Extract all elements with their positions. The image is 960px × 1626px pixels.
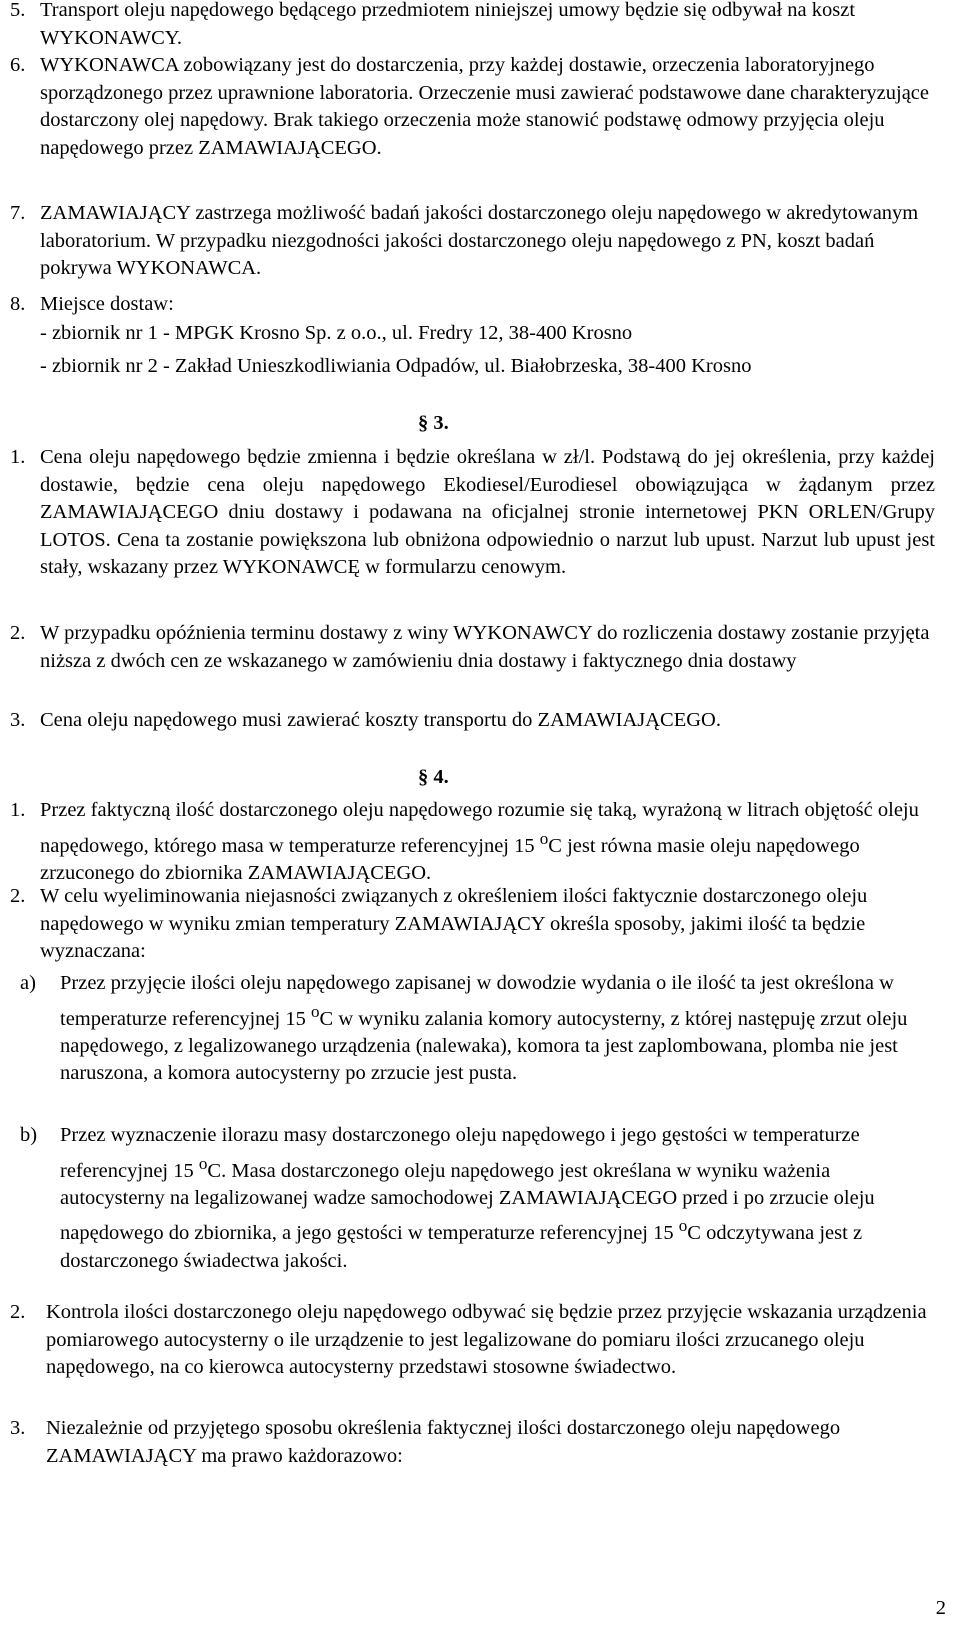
item-number: 5. <box>10 0 26 21</box>
item-text: Kontrola ilości dostarczonego oleju napędowego odbywać się będzie przez przyjęcie wskazania urządzenia pomiarowego autocysterny o ile urządzenie to jest legalizowane do pomiaru ilości zrzucanego oleju napędowego, na co kierowca autocysterny przedstawi stosowne świadectwo. <box>46 1301 927 1378</box>
list-item <box>10 444 935 582</box>
delivery-place: - zbiornik nr 1 - MPGK Krosno Sp. z o.o., ul. Fredry 12, 38-400 Krosno <box>40 322 633 344</box>
item-number: 2. <box>10 1301 26 1323</box>
sub-item-label: a) <box>20 972 36 994</box>
list-item <box>10 797 935 887</box>
delivery-place: - zbiornik nr 2 - Zakład Unieszkodliwiania Odpadów, ul. Białobrzeska, 38-400 Krosno <box>40 355 752 377</box>
item-text: WYKONAWCA zobowiązany jest do dostarczenia, przy każdej dostawie, orzeczenia laboratoryjnego sporządzonego przez uprawnione laboratoria. Orzeczenie musi zawierać podstawowe dane charakteryzujące dostarczony olej napędowy. Brak takiego orzeczenia może stanowić podstawę odmowy przyjęcia oleju napędowego przez ZAMAWIAJĄCEGO. <box>40 54 930 159</box>
item-number: 3. <box>10 1417 26 1439</box>
item-number: 3. <box>10 709 26 731</box>
list-item <box>10 291 935 319</box>
item-number: 7. <box>10 202 26 224</box>
sub-item <box>20 1122 935 1275</box>
degree-sup: o <box>678 1216 688 1236</box>
text-part: Przez faktyczną ilość dostarczonego oleju napędowego rozumie się taką, wyrażoną w litrach objętość oleju napędowego, którego masa w temperaturze referencyjnej 15 <box>40 799 919 857</box>
list-item <box>10 200 935 283</box>
item-number: 1. <box>10 446 26 468</box>
item-text: Miejsce dostaw: <box>40 293 174 315</box>
list-item <box>10 1299 935 1382</box>
sub-item-label: b) <box>20 1124 38 1146</box>
section-heading: § 3. <box>418 412 449 434</box>
sub-item <box>20 970 935 1088</box>
text-part: Przez wyznaczenie ilorazu masy dostarczonego oleju napędowego i jego gęstości w temperaturze referencyjnej 15 <box>60 1124 860 1182</box>
sub-item-text <box>60 1122 935 1275</box>
degree-sup: o <box>310 1001 320 1021</box>
item-number: 1. <box>10 799 26 821</box>
list-item <box>10 707 935 735</box>
item-text <box>40 797 935 887</box>
item-text: Cena oleju napędowego będzie zmienna i będzie określana w zł/l. Podstawą do jej określenia, przy każdej dostawie, będzie cena oleju napędowego Ekodiesel/Eurodiesel obowiązująca w żądanym przez ZAMAWIAJĄCEGO dniu dostawy i podawana na oficjalnej stronie internetowej PKN ORLEN/Grupy LOTOS. Cena ta zostanie powiększona lub obniżona odpowiednio o narzut lub upust. Narzut lub upust jest stały, wskazany przez WYKONAWCĘ w formularzu cenowym. <box>40 446 935 578</box>
list-item <box>10 0 935 52</box>
text-part: C w wyniku zalania komory autocysterny, z której następuję zrzut oleju napędowego, z legalizowanego urządzenia (nalewaka), komora ta jest zaplombowana, plomba nie jest naruszona, a komora autocysterny po zrzucie jest pusta. <box>60 1007 908 1085</box>
item-text: Transport oleju napędowego będącego przedmiotem niniejszej umowy będzie się odbywał na koszt WYKONAWCY. <box>40 0 856 49</box>
text-part: Przez przyjęcie ilości oleju napędowego zapisanej w dowodzie wydania o ile ilość ta jest określona w temperaturze referencyjnej 15 <box>60 972 894 1030</box>
text-part: C odczytywana jest z dostarczonego świadectwa jakości. <box>60 1222 863 1272</box>
degree-sup: o <box>198 1153 208 1173</box>
section-heading: § 4. <box>418 766 449 788</box>
text-part: C jest równa masie oleju napędowego zrzuconego do zbiornika ZAMAWIAJĄCEGO. <box>40 834 860 884</box>
item-text: Niezależnie od przyjętego sposobu określenia faktycznej ilości dostarczonego oleju napędowego ZAMAWIAJĄCY ma prawo każdorazowo: <box>46 1417 841 1467</box>
list-item <box>10 883 935 966</box>
degree-sup: o <box>539 828 549 848</box>
list-item <box>10 620 935 675</box>
item-text: W celu wyeliminowania niejasności związanych z określeniem ilości faktycznie dostarczonego oleju napędowego w wyniku zmian temperatury ZAMAWIAJĄCY określa sposoby, jakimi ilość ta będzie wyznaczana: <box>40 885 868 962</box>
sub-item-text <box>60 970 935 1088</box>
item-text: ZAMAWIAJĄCY zastrzega możliwość badań jakości dostarczonego oleju napędowego w akredytowanym laboratorium. W przypadku niezgodności jakości dostarczonego oleju napędowego z PN, koszt badań pokrywa WYKONAWCA. <box>40 202 919 279</box>
item-text: Cena oleju napędowego musi zawierać koszty transportu do ZAMAWIAJĄCEGO. <box>40 709 721 731</box>
list-item <box>10 1415 935 1470</box>
item-number: 8. <box>10 293 26 315</box>
item-number: 2. <box>10 622 26 644</box>
item-number: 2. <box>10 885 26 907</box>
item-number: 6. <box>10 54 26 76</box>
item-text: W przypadku opóźnienia terminu dostawy z winy WYKONAWCY do rozliczenia dostawy zostanie przyjęta niższa z dwóch cen ze wskazanego w zamówieniu dnia dostawy i faktycznego dnia dostawy <box>40 622 930 672</box>
list-item <box>10 52 935 162</box>
text-part: C. Masa dostarczonego oleju napędowego jest określana w wyniku ważenia autocysterny na legalizowanej wadze samochodowej ZAMAWIAJĄCEGO przed i po zrzucie oleju napędowego do zbiornika, a jego gęstości w temperaturze referencyjnej 15 <box>60 1159 875 1245</box>
page-number: 2 <box>935 1597 946 1619</box>
